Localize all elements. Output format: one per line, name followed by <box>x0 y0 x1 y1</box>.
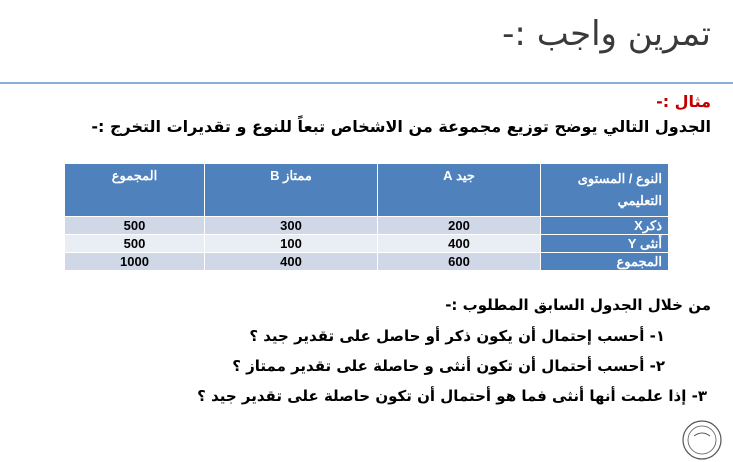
header-cell-category: النوع / المستوى التعليمي <box>541 164 669 217</box>
row-label: أنثى Y <box>541 235 669 253</box>
table-header-row <box>65 164 669 217</box>
title-divider <box>0 82 733 84</box>
header-cell-total: المجموع <box>65 164 205 217</box>
table-row <box>65 235 669 253</box>
table-cell: 300 <box>205 217 378 235</box>
row-label: ذكرX <box>541 217 669 235</box>
table-cell: 500 <box>65 217 205 235</box>
slide-title: تمرين واجب :- <box>502 14 711 54</box>
table-cell: 200 <box>378 217 541 235</box>
table-cell: 100 <box>205 235 378 253</box>
table-cell: 600 <box>378 253 541 271</box>
intro-text: الجدول التالي يوضح توزيع مجموعة من الاشخاص تبعاً للنوع و تقديرات التخرج :- <box>91 117 711 136</box>
example-label: مثال :- <box>656 92 711 111</box>
table-cell: 1000 <box>65 253 205 271</box>
question-2: ٢- أحسب أحتمال أن تكون أنثى و حاصلة على تقدير ممتاز ؟ <box>232 357 665 375</box>
header-cell-good: جيد A <box>378 164 541 217</box>
table-row <box>65 253 669 271</box>
row-label: المجموع <box>541 253 669 271</box>
required-heading: من خلال الجدول السابق المطلوب :- <box>445 296 711 314</box>
table-row <box>65 217 669 235</box>
distribution-table <box>64 163 669 271</box>
university-seal-icon <box>680 418 724 462</box>
table-cell: 400 <box>378 235 541 253</box>
question-1: ١- أحسب إحتمال أن يكون ذكر أو حاصل على تقدير جيد ؟ <box>249 327 665 345</box>
table-cell: 500 <box>65 235 205 253</box>
table-cell: 400 <box>205 253 378 271</box>
question-3: ٣- إذا علمت أنها أنثى فما هو أحتمال أن تكون حاصلة على تقدير جيد ؟ <box>197 387 707 405</box>
header-cell-excellent: ممتاز B <box>205 164 378 217</box>
